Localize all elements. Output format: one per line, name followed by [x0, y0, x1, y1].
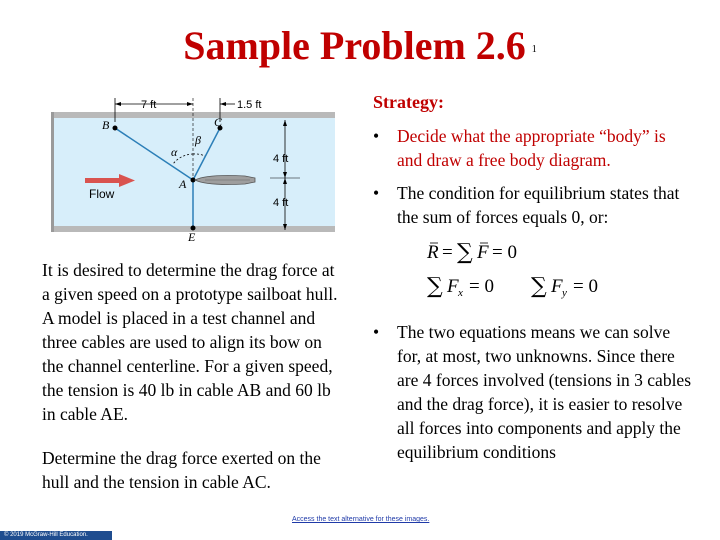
eq-sum: ∑	[457, 240, 473, 265]
label-b: B	[102, 118, 110, 132]
title-text: Sample Problem 2.6	[183, 23, 526, 68]
slide-title	[0, 22, 720, 69]
eq-equals: =	[442, 242, 453, 263]
strategy-bullet-1	[373, 124, 693, 172]
left-edge	[51, 112, 54, 232]
eq-fx-f: F	[447, 276, 459, 297]
label-e: E	[188, 230, 196, 242]
equilibrium-equations	[425, 236, 615, 302]
problem-statement	[42, 258, 342, 494]
flow-arrow	[85, 178, 119, 183]
label-alpha: α	[171, 145, 178, 159]
eq-fy-f: F	[551, 276, 563, 297]
label-a: A	[179, 177, 187, 191]
bullet-text: Decide what the appropriate “body” is and draw a free body diagram.	[397, 126, 666, 170]
dim-4ft-bottom: 4 ft	[273, 197, 289, 209]
dim-15ft: 1.5 ft	[237, 99, 262, 111]
strategy-bullet-2	[373, 181, 693, 229]
dim-4ft-top: 4 ft	[273, 153, 289, 165]
strategy-heading: Strategy:	[373, 92, 444, 112]
bullet-text: The two equations means we can solve for, at most, two unknowns. Since there are 4 forces involved (tensions in 3 cables and the drag force), it is easier to resolve all forces into components and apply the equilibrium conditions	[397, 322, 692, 462]
eq-r: R	[427, 242, 439, 263]
eq-f: F	[477, 242, 489, 263]
eq-fx-sub: x	[458, 287, 463, 299]
slide-number: 1	[531, 44, 537, 56]
eq-fy-zero: = 0	[573, 276, 598, 297]
label-c: C	[214, 115, 223, 129]
eq-fy-sub: y	[562, 287, 567, 299]
bullet-dot: •	[373, 183, 380, 203]
channel-figure	[45, 92, 335, 242]
problem-paragraph-1: It is desired to determine the drag force at a given speed on a prototype sailboat hull. A model is placed in a test channel and three cables are used to align its bow on the channel centerline. For a given speed, the tension is 40 lb in cable AB and 60 lb in cable AE.	[42, 260, 338, 424]
strategy-bullet-3	[373, 320, 693, 464]
flow-label: Flow	[89, 187, 115, 201]
problem-paragraph-2: Determine the drag force exerted on the hull and the tension in cable AC.	[42, 448, 321, 492]
eq-fx-sum: ∑	[427, 274, 443, 299]
bullet-text: The condition for equilibrium states that the sum of forces equals 0, or:	[397, 183, 680, 227]
label-beta: β	[195, 133, 201, 147]
copyright-footer: © 2019 McGraw-Hill Education.	[0, 531, 112, 540]
eq-fy-sum: ∑	[531, 274, 547, 299]
eq-fx-zero: = 0	[469, 276, 494, 297]
eq-zero: = 0	[492, 242, 517, 263]
accessibility-link[interactable]: Access the text alternative for these images.	[292, 516, 430, 523]
bullet-dot: •	[373, 126, 380, 146]
bullet-dot: •	[373, 322, 380, 342]
dim-7ft: 7 ft	[141, 99, 157, 111]
